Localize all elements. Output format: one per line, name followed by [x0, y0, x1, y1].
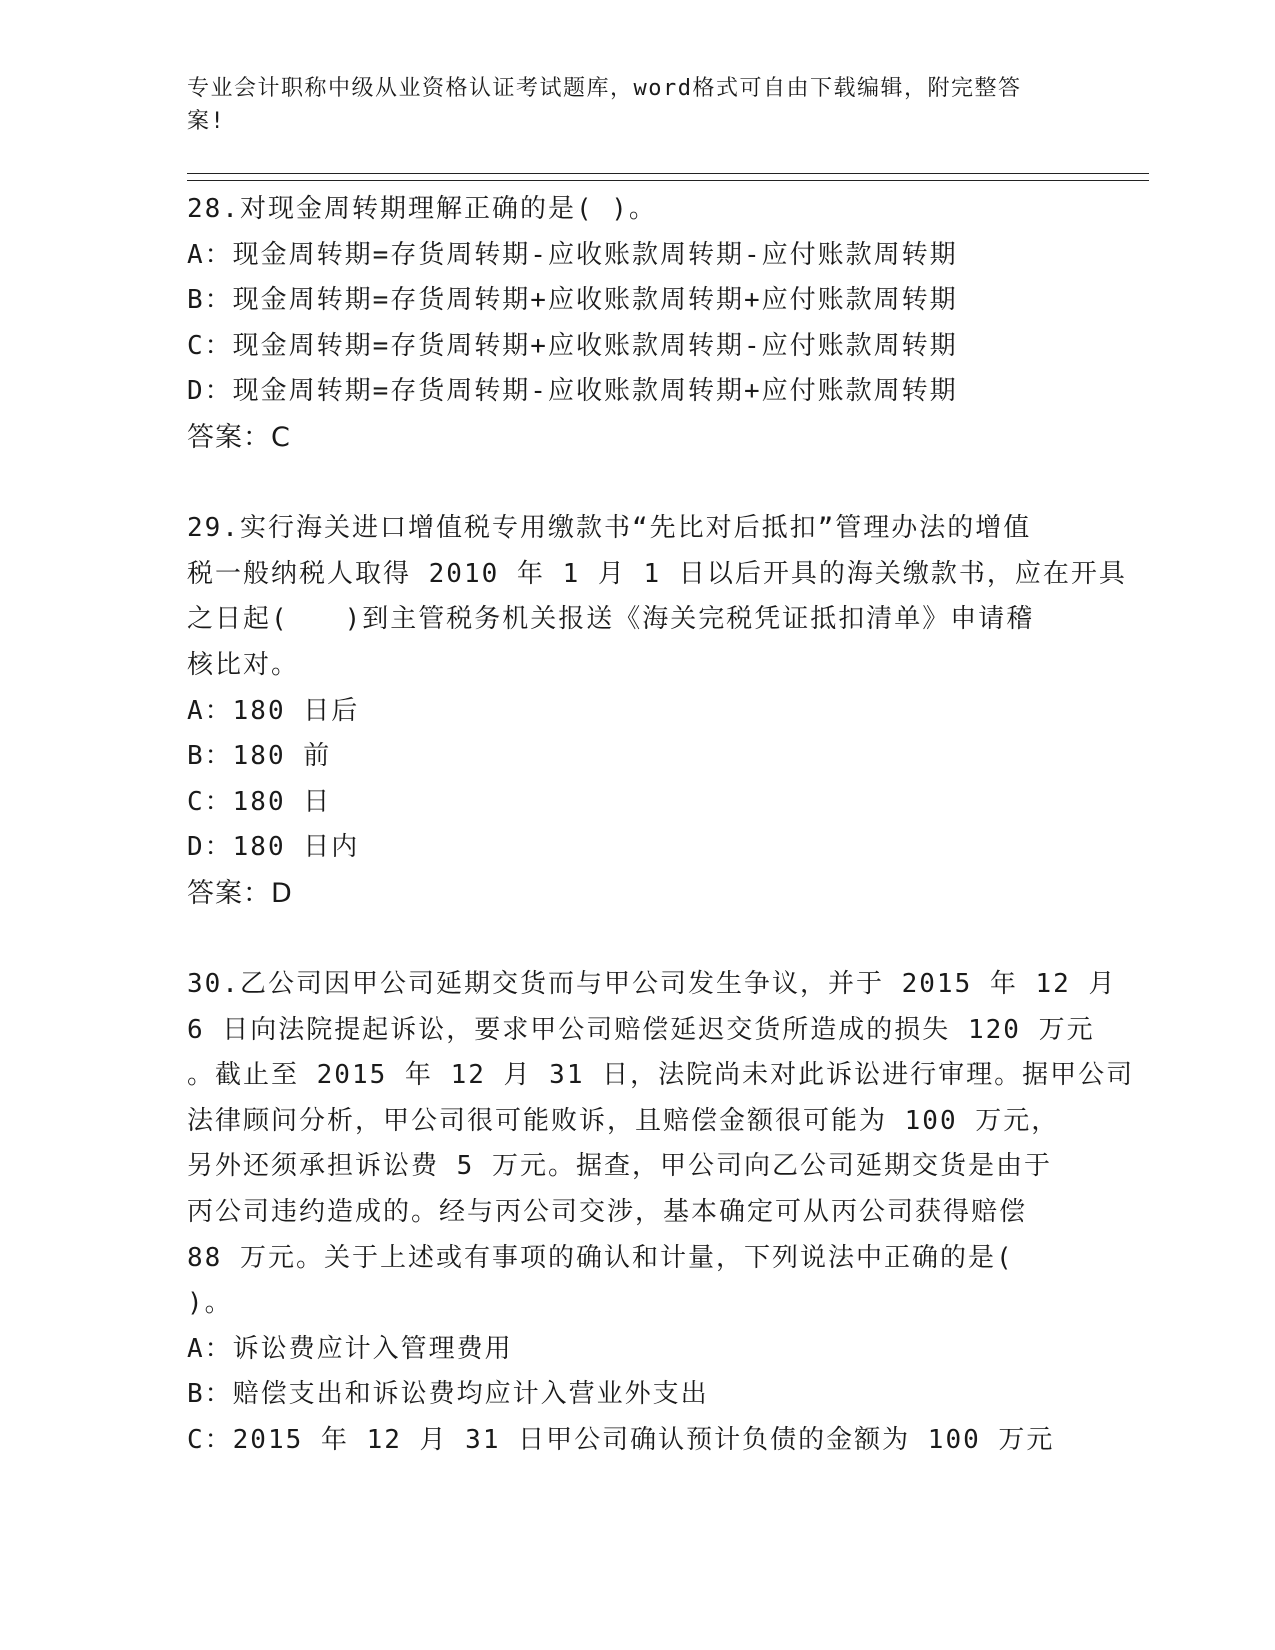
- question-29: [187, 506, 1127, 916]
- question-list: [187, 187, 1135, 1464]
- question-30: [187, 962, 1135, 1464]
- header-rule-bottom: [187, 180, 1149, 181]
- question-stem-line: 。截止至 2015 年 12 月 31 日，法院尚未对此诉讼进行审理。据甲公司: [187, 1060, 1135, 1091]
- option-a: A：诉讼费应计入管理费用: [187, 1333, 513, 1364]
- answer-line: 答案：C: [187, 421, 291, 453]
- option-b: B：赔偿支出和诉讼费均应计入营业外支出: [187, 1379, 709, 1410]
- question-stem-line: 29.实行海关进口增值税专用缴款书“先比对后抵扣”管理办法的增值: [187, 513, 1032, 544]
- question-stem-line: 另外还须承担诉讼费 5 万元。据查，甲公司向乙公司延期交货是由于: [187, 1151, 1052, 1182]
- header-rule-top: [187, 173, 1149, 174]
- question-stem-line: 税一般纳税人取得 2010 年 1 月 1 日以后开具的海关缴款书，应在开具: [187, 558, 1127, 589]
- question-stem-line: 6 日向法院提起诉讼，要求甲公司赔偿延迟交货所造成的损失 120 万元: [187, 1014, 1095, 1045]
- question-stem-line: 30.乙公司因甲公司延期交货而与甲公司发生争议，并于 2015 年 12 月: [187, 969, 1117, 1000]
- option-d: D：180 日内: [187, 832, 360, 863]
- option-c: C：现金周转期=存货周转期+应收账款周转期-应付账款周转期: [187, 330, 958, 361]
- question-stem-line: )。: [187, 1288, 233, 1319]
- option-c: C：2015 年 12 月 31 日甲公司确认预计负债的金额为 100 万元: [187, 1425, 1055, 1456]
- option-a: A：180 日后: [187, 695, 360, 726]
- option-a: A：现金周转期=存货周转期-应收账款周转期-应付账款周转期: [187, 239, 958, 270]
- question-stem: 28.对现金周转期理解正确的是( )。: [187, 194, 657, 224]
- page-header: [187, 72, 1067, 138]
- question-stem-line: 法律顾问分析，甲公司很可能败诉，且赔偿金额很可能为 100 万元，: [187, 1105, 1060, 1136]
- spacer: [187, 461, 1087, 507]
- question-stem-line: 丙公司违约造成的。经与丙公司交涉，基本确定可从丙公司获得赔偿: [187, 1197, 1028, 1228]
- question-28: [187, 187, 1087, 461]
- option-c: C：180 日: [187, 786, 332, 817]
- spacer: [187, 917, 1087, 963]
- answer-line: 答案：D: [187, 877, 293, 909]
- header-line-2: 案!: [187, 109, 226, 134]
- option-b: B：现金周转期=存货周转期+应收账款周转期+应付账款周转期: [187, 285, 958, 316]
- question-stem-line: 核比对。: [187, 649, 300, 680]
- header-line-1: 专业会计职称中级从业资格认证考试题库，word格式可自由下载编辑，附完整答: [187, 76, 1022, 101]
- option-d: D：现金周转期=存货周转期-应收账款周转期+应付账款周转期: [187, 376, 958, 407]
- question-stem-line: 之日起( )到主管税务机关报送《海关完税凭证抵扣清单》申请稽: [187, 604, 1035, 635]
- question-stem-line: 88 万元。关于上述或有事项的确认和计量，下列说法中正确的是(: [187, 1242, 1014, 1273]
- option-b: B：180 前: [187, 741, 332, 772]
